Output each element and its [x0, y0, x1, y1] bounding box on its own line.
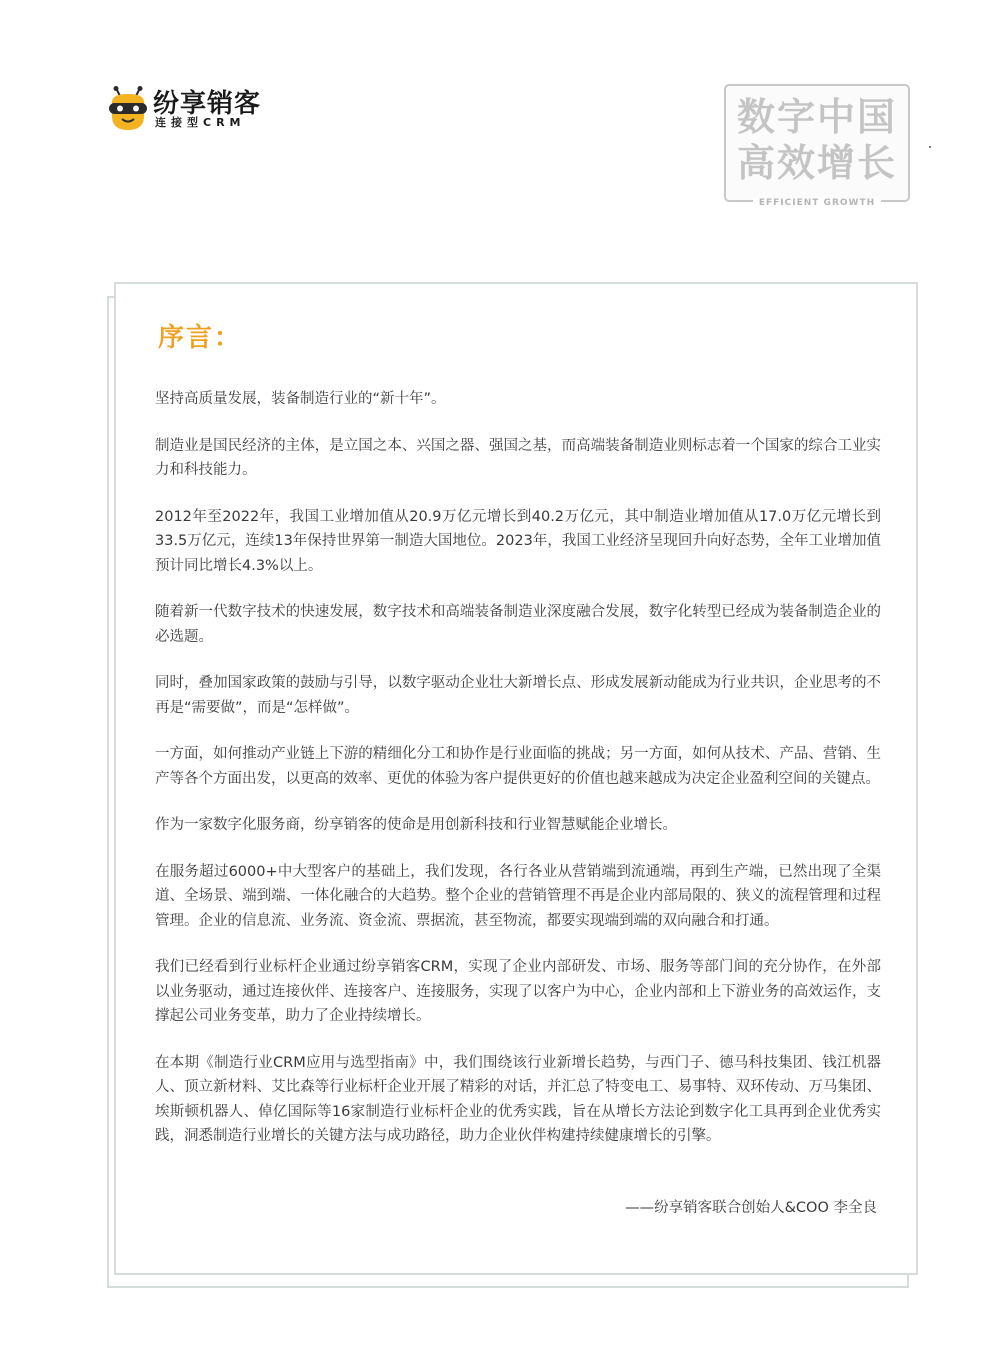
paragraph: 我们已经看到行业标杆企业通过纷享销客CRM，实现了企业内部研发、市场、服务等部门间的充分协作，在外部以业务驱动，通过连接伙伴、连接客户、连接服务，实现了以客户为中心，企业内部和上下游业务的高效运作，支撑起公司业务变革，助力了企业持续增长。: [155, 959, 881, 1024]
stamp-english: EFFICIENT GROWTH: [753, 198, 881, 208]
paragraph: 2012年至2022年，我国工业增加值从20.9万亿元增长到40.2万亿元，其中制造业增加值从17.0万亿元增长到33.5万亿元，连续13年保持世界第一制造大国地位。2023年，我国工业经济呈现回升向好态势，全年工业增加值预计同比增长4.3%以上。: [155, 508, 881, 574]
signature: ——纷享销客联合创始人&COO 李全良: [625, 1200, 877, 1216]
preface-body: [155, 387, 881, 1171]
brand-tagline: 连接型CRM: [155, 116, 246, 129]
paragraph: 随着新一代数字技术的快速发展，数字技术和高端装备制造业深度融合发展，数字化转型已经成为装备制造企业的必选题。: [155, 604, 881, 645]
brand-name: 纷享销客: [153, 89, 262, 119]
paragraph: 一方面，如何推动产业链上下游的精细化分工和协作是行业面临的挑战；另一方面，如何从技术、产品、营销、生产等各个方面出发，以更高的效率、更优的体验为客户提供更好的价值也越来越成为决定企业盈利空间的关键点。: [155, 746, 881, 787]
paragraph: 在本期《制造行业CRM应用与选型指南》中，我们围绕该行业新增长趋势，与西门子、德马科技集团、钱江机器人、顶立新材料、艾比森等行业标杆企业开展了精彩的对话，并汇总了特变电工、易事特、双环传动、万马集团、埃斯顿机器人、倬亿国际等16家制造行业标杆企业的优秀实践，旨在从增长方法论到数字化工具再到企业优秀实践，洞悉制造行业增长的关键方法与成功路径，助力企业伙伴构建持续健康增长的引擎。: [155, 1054, 881, 1144]
paragraph: 坚持高质量发展，装备制造行业的“新十年”。: [155, 391, 446, 407]
paragraph: 在服务超过6000+中大型客户的基础上，我们发现，各行各业从营销端到流通端，再到生产端，已然出现了全渠道、全场景、端到端、一体化融合的大趋势。整个企业的营销管理不再是企业内部局限的、狭义的流程管理和过程管理。企业的信息流、业务流、资金流、票据流，甚至物流，都要实现端到端的双向融合和打通。: [155, 863, 881, 929]
paragraph: 制造业是国民经济的主体，是立国之本、兴国之器、强国之基，而高端装备制造业则标志着一个国家的综合工业实力和科技能力。: [155, 437, 881, 478]
bee-mascot-icon: [106, 86, 150, 132]
efficient-growth-stamp: [724, 84, 910, 208]
preface-heading: 序言：: [158, 323, 243, 353]
brand-logo: [106, 86, 286, 136]
decorative-dot: [929, 146, 931, 148]
paragraph: 作为一家数字化服务商，纷享销客的使命是用创新科技和行业智慧赋能企业增长。: [155, 817, 677, 833]
stamp-line-2: 高效增长: [736, 141, 897, 185]
stamp-line-1: 数字中国: [736, 95, 897, 139]
paragraph: 同时，叠加国家政策的鼓励与引导，以数字驱动企业壮大新增长点、形成发展新动能成为行业共识，企业思考的不再是“需要做”，而是“怎样做”。: [155, 675, 881, 716]
